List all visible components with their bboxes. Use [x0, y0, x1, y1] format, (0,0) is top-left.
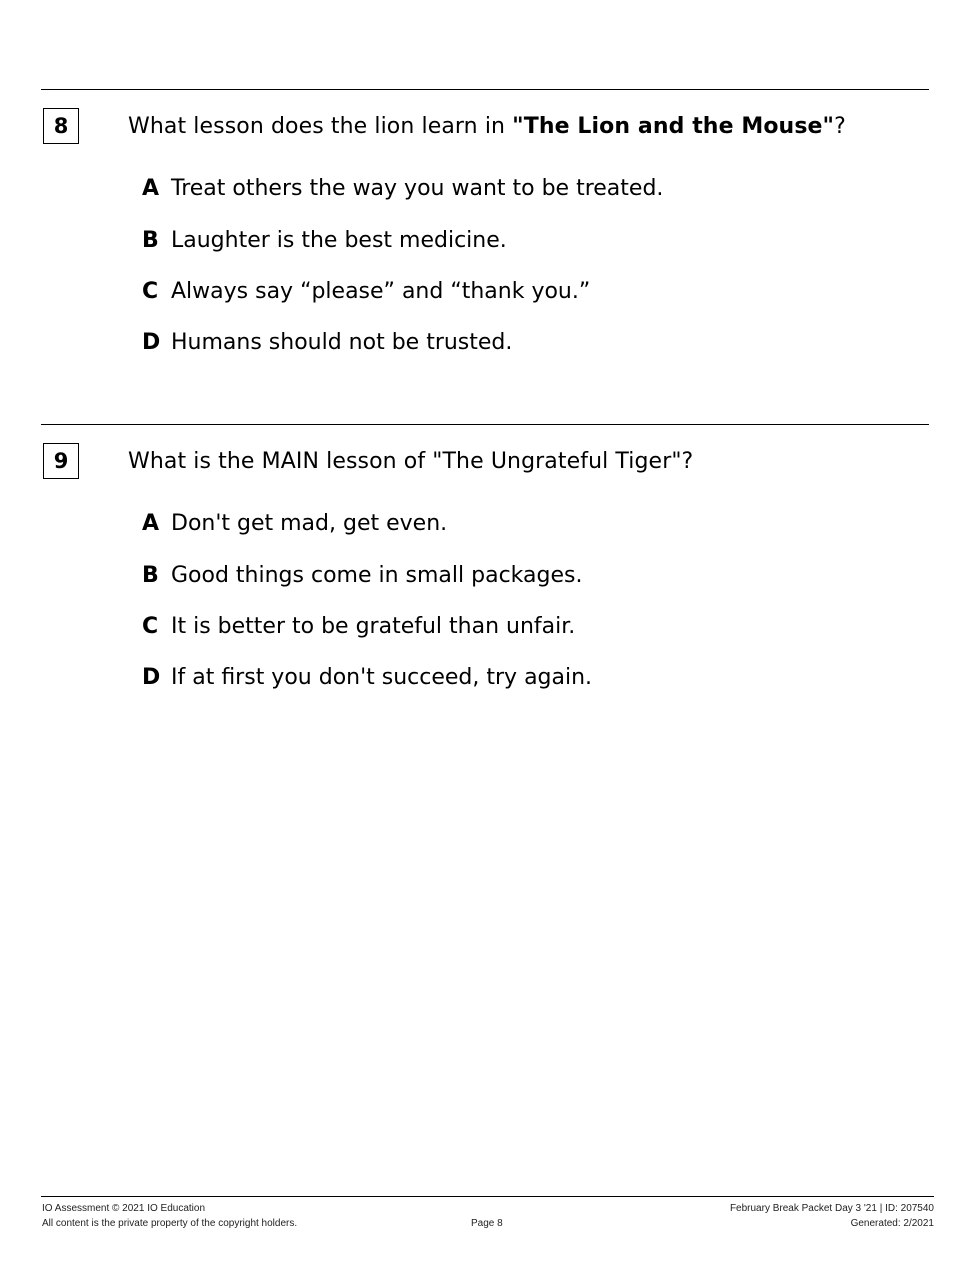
- question-9-option-b[interactable]: [142, 563, 582, 588]
- option-letter: B: [142, 563, 159, 588]
- footer-copyright: IO Assessment © 2021 IO Education: [42, 1203, 206, 1214]
- option-text: It is better to be grateful than unfair.: [171, 614, 576, 639]
- option-text: Always say “please” and “thank you.”: [171, 279, 591, 304]
- question-8-option-b[interactable]: [142, 228, 507, 253]
- option-text: If at first you don't succeed, try again.: [171, 665, 593, 690]
- question-8-option-c[interactable]: [142, 279, 590, 304]
- question-8-divider: [41, 89, 929, 90]
- option-letter: D: [142, 330, 161, 355]
- footer-page-number: Page 8: [471, 1218, 503, 1229]
- question-9-option-c[interactable]: [142, 614, 575, 639]
- option-letter: A: [142, 511, 160, 536]
- option-letter: A: [142, 176, 160, 201]
- question-9-option-d[interactable]: [142, 665, 592, 690]
- option-letter: C: [142, 614, 159, 639]
- question-8-number: 8: [43, 108, 79, 144]
- question-8-option-d[interactable]: [142, 330, 512, 355]
- option-text: Humans should not be trusted.: [171, 330, 513, 355]
- question-8-story-title: "The Lion and the Mouse": [512, 114, 835, 139]
- option-text: Don't get mad, get even.: [171, 511, 448, 536]
- footer-rights: All content is the private property of the copyright holders.: [42, 1218, 298, 1229]
- question-8-option-a[interactable]: [142, 176, 663, 201]
- footer-divider: [41, 1196, 934, 1197]
- option-text: Good things come in small packages.: [171, 563, 583, 588]
- question-9-option-a[interactable]: [142, 511, 447, 536]
- question-9-stem: What is the MAIN lesson of "The Ungrateful Tiger"?: [128, 449, 694, 474]
- option-letter: C: [142, 279, 159, 304]
- option-text: Laughter is the best medicine.: [171, 228, 507, 253]
- option-letter: D: [142, 665, 161, 690]
- question-8-stem: [128, 114, 846, 139]
- question-8-stem-text: What lesson does the lion learn in: [128, 114, 513, 139]
- question-9-divider: [41, 424, 929, 425]
- question-9-number: 9: [43, 443, 79, 479]
- option-text: Treat others the way you want to be treated.: [171, 176, 664, 201]
- question-8-stem-end: ?: [834, 114, 846, 139]
- footer-generated: Generated: 2/2021: [850, 1218, 934, 1229]
- option-letter: B: [142, 228, 159, 253]
- footer-packet-id: February Break Packet Day 3 '21 | ID: 207540: [729, 1203, 934, 1214]
